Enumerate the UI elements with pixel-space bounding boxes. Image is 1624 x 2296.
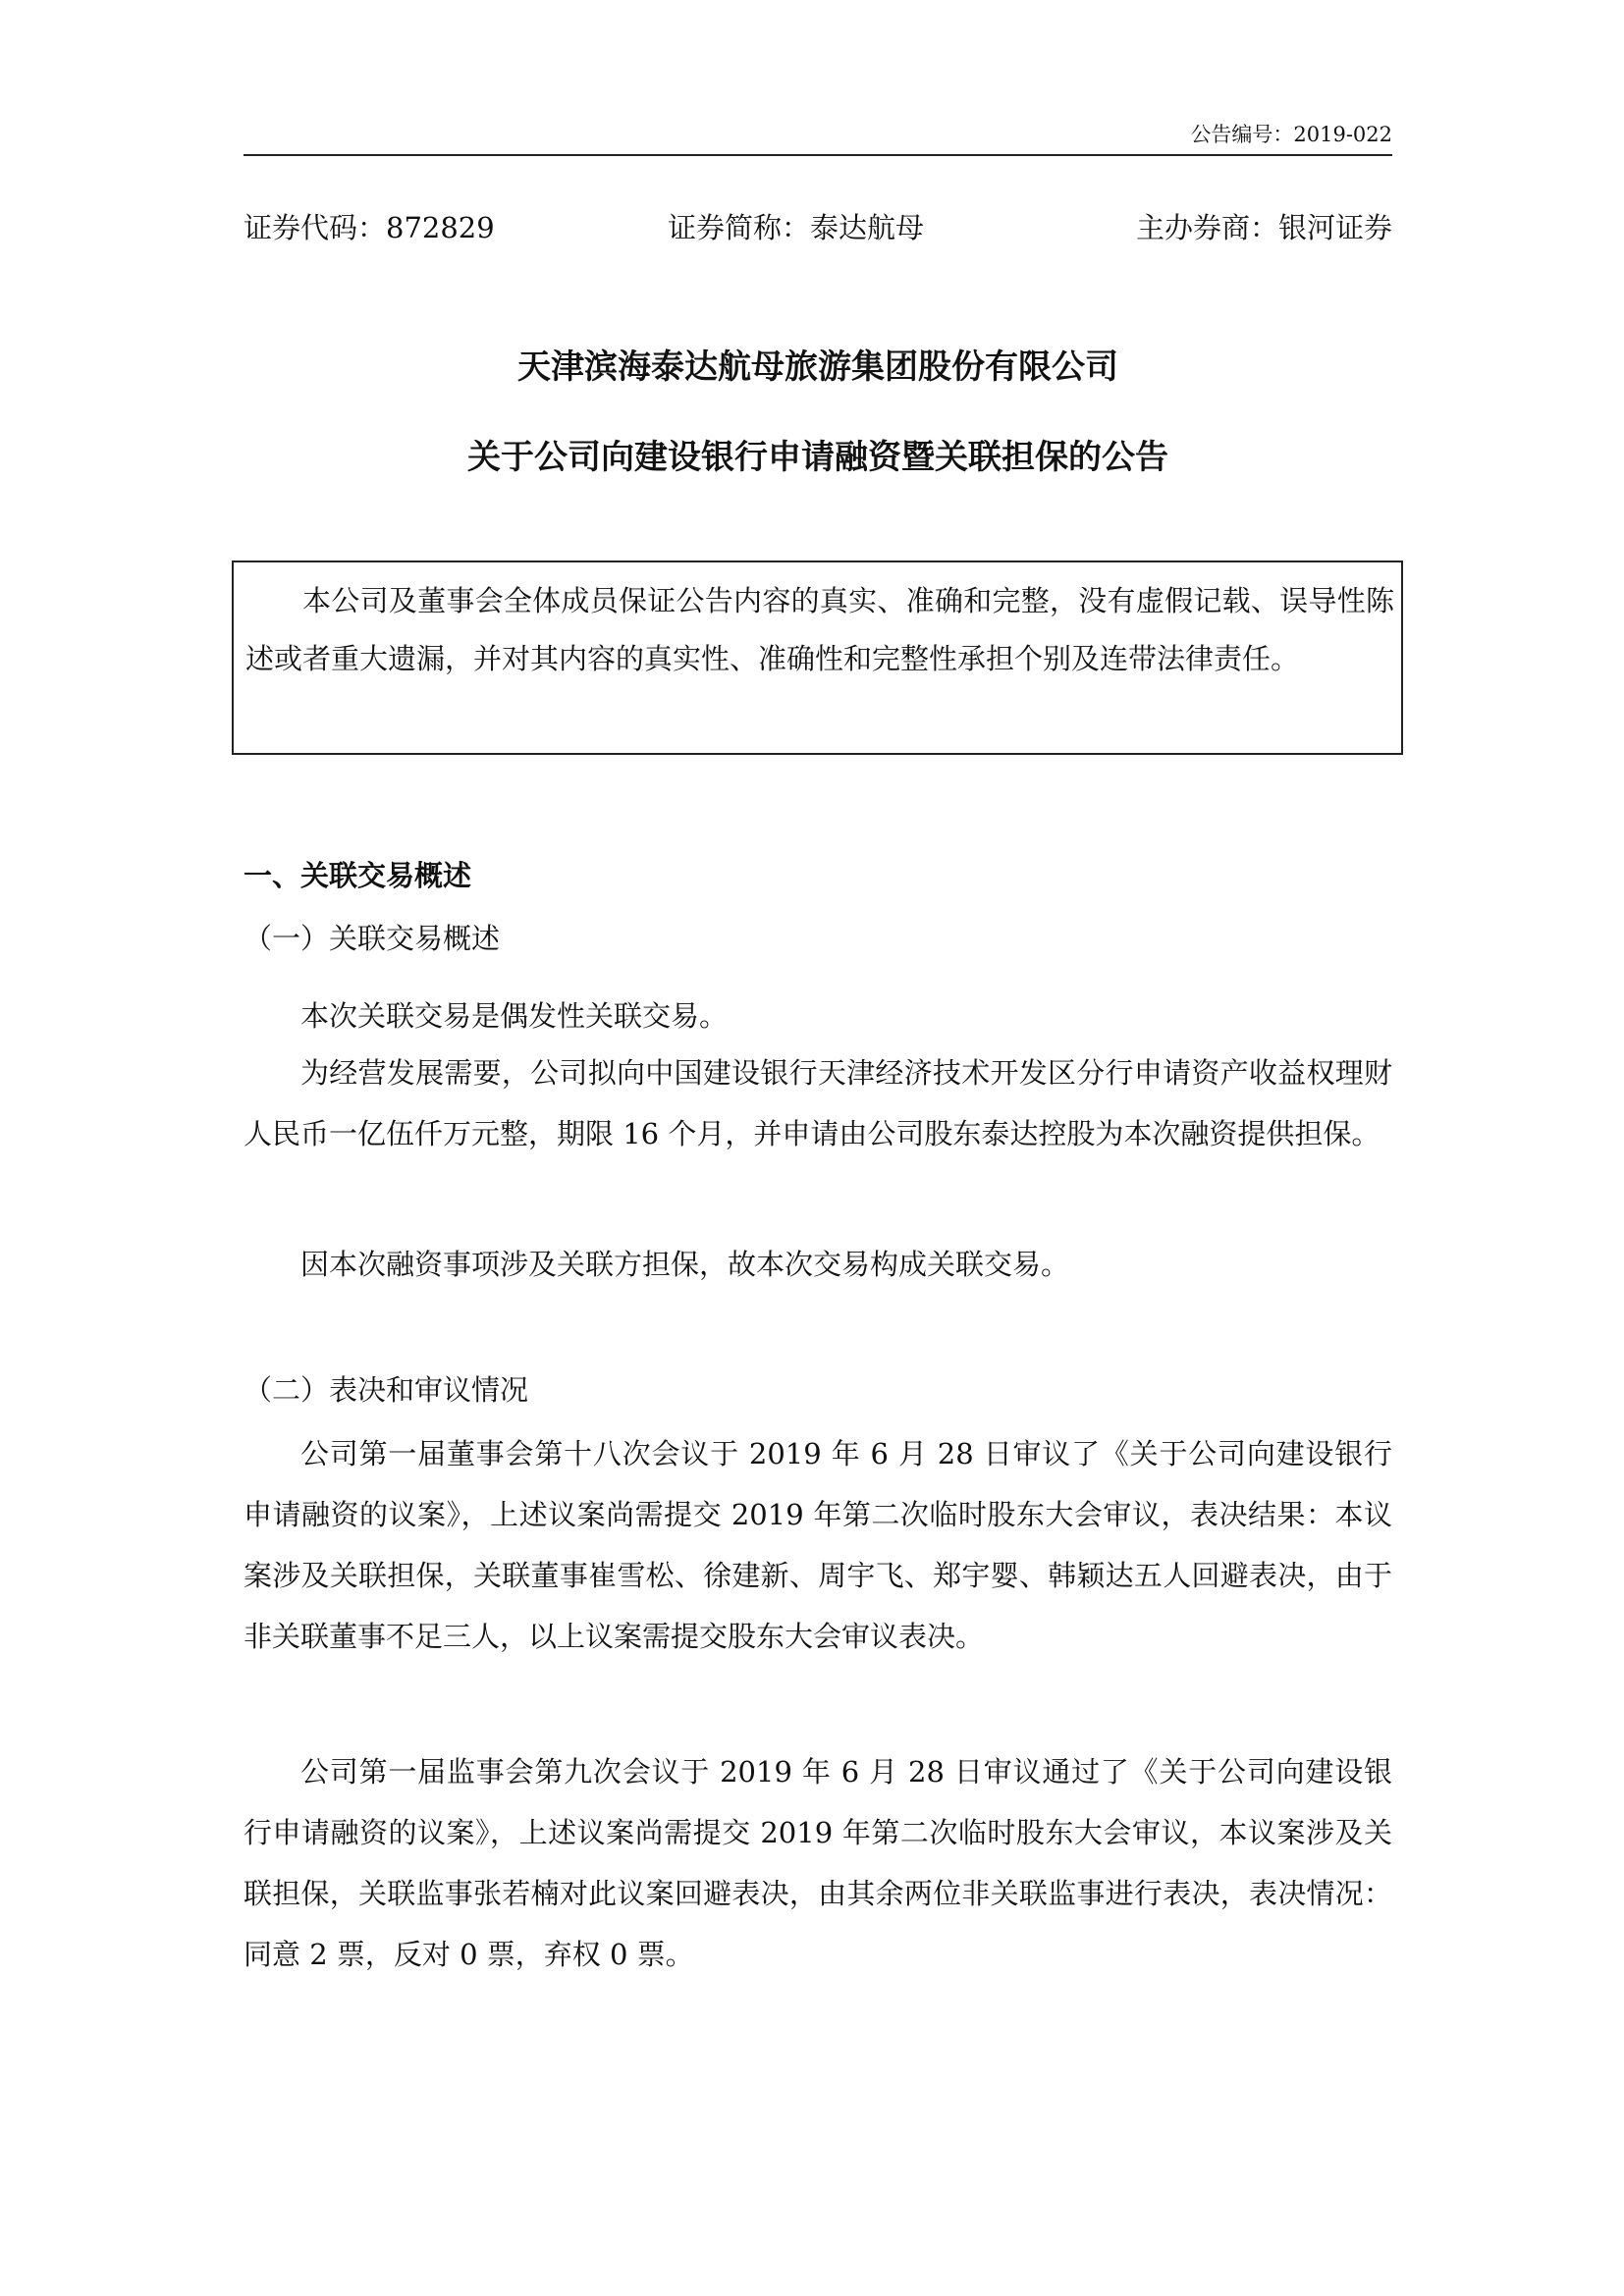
header-divider <box>244 154 1392 156</box>
paragraph: 公司第一届监事会第九次会议于 2019 年 6 月 28 日审议通过了《关于公司向建设银行申请融资的议案》，上述议案尚需提交 2019 年第二次临时股东大会审议，本议案涉及关联担保，关联监事张若楠对此议案回避表决，由其余两位非关联监事进行表决，表决情况：同意 2 票，反对 0 票，弃权 0 票。 <box>244 1755 1392 1971</box>
disclaimer-text: 本公司及董事会全体成员保证公告内容的真实、准确和完整，没有虚假记载、误导性陈述或者重大遗漏，并对其内容的真实性、准确性和完整性承担个别及连带法律责任。 <box>245 584 1394 675</box>
announcement-number: 公告编号：2019-022 <box>1190 123 1392 146</box>
announcement-title: 关于公司向建设银行申请融资暨关联担保的公告 <box>467 438 1168 477</box>
securities-info <box>244 208 1392 247</box>
paragraph: 为经营发展需要，公司拟向中国建设银行天津经济技术开发区分行申请资产收益权理财人民币一亿伍仟万元整，期限 16 个月，并申请由公司股东泰达控股为本次融资提供担保。 <box>244 1056 1392 1150</box>
section-heading-overview: 一、关联交易概述 <box>244 859 472 892</box>
securities-short-name: 证券简称：泰达航母 <box>668 211 925 244</box>
paragraph: 本次关联交易是偶发性关联交易。 <box>300 999 729 1033</box>
subsection-heading-voting: （二）表决和审议情况 <box>244 1373 529 1407</box>
paragraph: 因本次融资事项涉及关联方担保，故本次交易构成关联交易。 <box>300 1248 1070 1281</box>
paragraph: 公司第一届董事会第十八次会议于 2019 年 6 月 28 日审议了《关于公司向建设银行申请融资的议案》，上述议案尚需提交 2019 年第二次临时股东大会审议，表决结果：本议案涉及关联担保，关联董事崔雪松、徐建新、周宇飞、郑宇婴、韩颖达五人回避表决，由于非关联董事不足三人，以上议案需提交股东大会审议表决。 <box>244 1437 1392 1653</box>
disclaimer-box <box>232 561 1403 755</box>
company-title: 天津滨海泰达航母旅游集团股份有限公司 <box>517 347 1118 387</box>
securities-code: 证券代码：872829 <box>244 211 495 244</box>
subsection-heading-overview: （一）关联交易概述 <box>244 922 501 955</box>
sponsor-broker: 主办券商：银河证券 <box>1135 211 1392 244</box>
